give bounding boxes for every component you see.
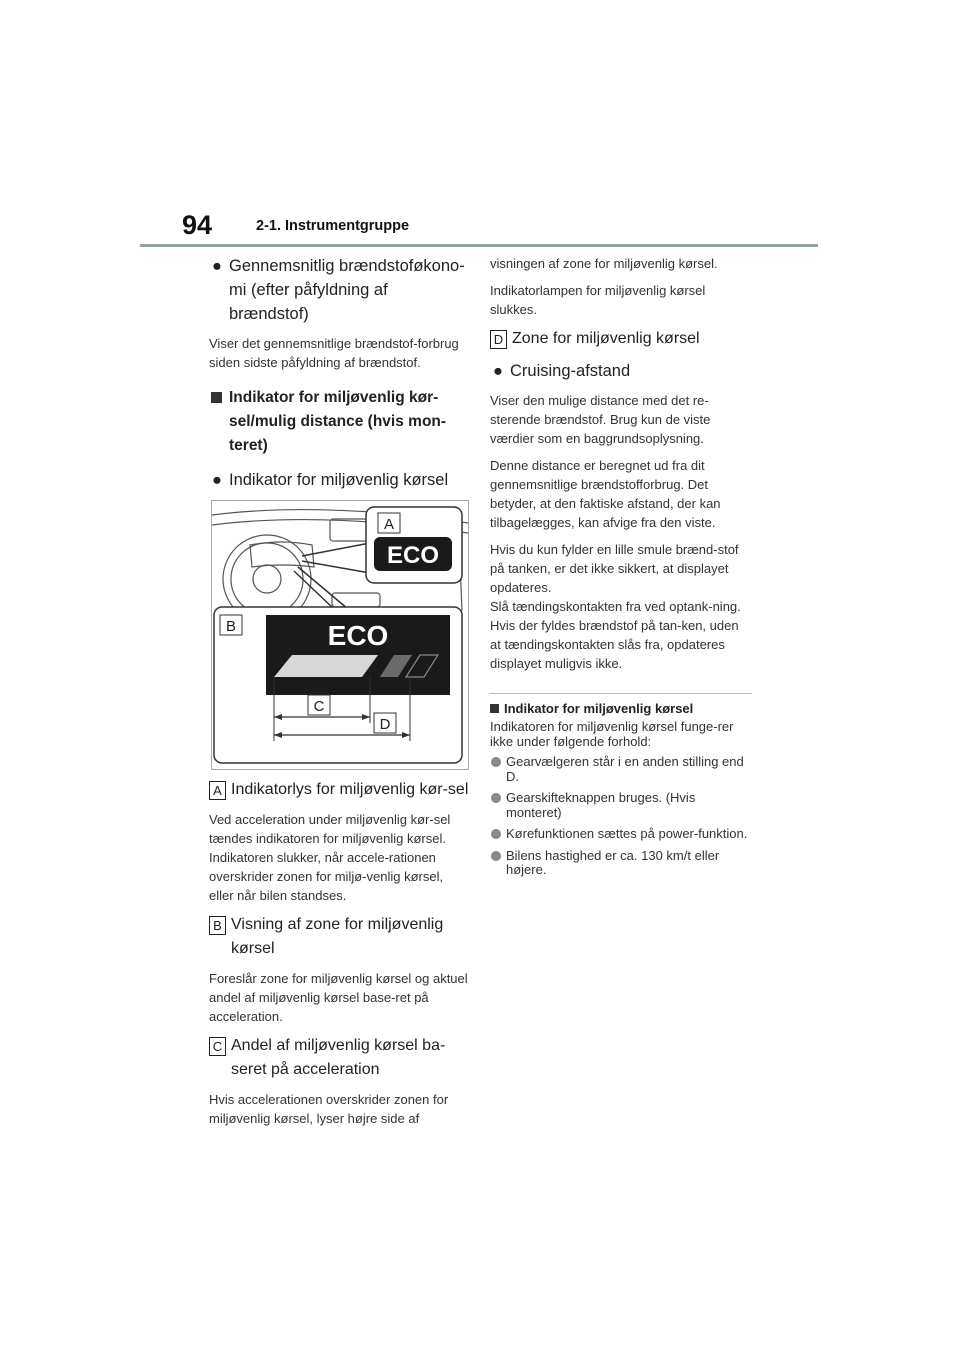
label-box-c: C [209, 1037, 226, 1056]
eco-indicator-figure [211, 500, 469, 770]
item-d: D Zone for miljøvenlig kørsel [490, 327, 752, 351]
eco-text-b: ECO [327, 620, 389, 651]
figure-label-d: D [379, 716, 391, 733]
note-item: Gearskifteknappen bruges. (Hvis monteret) [490, 791, 752, 820]
figure-label-c: C [313, 698, 325, 715]
zone-continued: visningen af zone for miljøvenlig kørsel. [490, 256, 718, 271]
label-box-a: A [209, 781, 226, 800]
note-item: Kørefunktionen sættes på power-funktion. [490, 827, 752, 842]
note-item: Bilens hastighed er ca. 130 km/t eller højere. [490, 849, 752, 878]
bullet-average-fuel: ● Gennemsnitlig brændstoføkono-mi (efter påfyldning af brændstof) [209, 254, 471, 326]
right-column [490, 254, 752, 885]
lamp-off-text: Indikatorlampen for miljøvenlig kørsel slukkes. [490, 283, 706, 317]
gray-bullet-icon [491, 793, 501, 803]
page-number: 94 [182, 210, 213, 240]
square-bullet-icon [211, 392, 222, 403]
dashboard-illustration [212, 501, 468, 769]
bullet-dot-icon: ● [493, 362, 503, 380]
bullet-dot-icon: ● [212, 257, 222, 275]
gray-bullet-icon [491, 757, 501, 767]
bullet-eco-indicator: ● Indikator for miljøvenlig kørsel [209, 468, 471, 492]
note-divider [490, 693, 752, 694]
cruising-range-text-2: Denne distance er beregnet ud fra dit gennemsnitlige brændstofforbrug. Det betyder, at den faktiske afstand, der kan tilbagelægges, kan afvige fra den viste. [490, 458, 721, 530]
item-b: B Visning af zone for miljøvenlig kørsel [209, 913, 471, 961]
note-intro: Indikatoren for miljøvenlig kørsel funge-rer ikke under følgende forhold: [490, 719, 734, 749]
figure-label-a: A [383, 516, 395, 533]
cruising-range-text-1: Viser den mulige distance med det re-sterende brændstof. Brug kun de viste værdier som en baggrundsoplysning. [490, 393, 711, 446]
left-column [209, 254, 471, 1136]
header-rule [140, 244, 818, 247]
section-title: 2-1. Instrumentgruppe [256, 218, 410, 234]
cruising-range-text-3: Hvis du kun fylder en lille smule brænd-stof på tanken, er det ikke sikkert, at displayet opdateres. [490, 542, 739, 595]
average-fuel-description: Viser det gennemsnitlige brændstof-forbrug siden sidste påfyldning af brændstof. [209, 336, 459, 370]
cruising-range-text-4: Slå tændingskontakten fra ved optank-ning. Hvis der fyldes brændstof på tan-ken, uden at tændingskontakten slås fra, opdateres displayet muligvis ikke. [490, 599, 741, 671]
gray-bullet-icon [491, 829, 501, 839]
eco-indicator-heading: Indikator for miljøvenlig kør-sel/mulig distance (hvis mon-teret) [209, 386, 471, 458]
item-a: A Indikatorlys for miljøvenlig kør-sel [209, 778, 471, 802]
item-a-description: Ved acceleration under miljøvenlig kør-sel tændes indikatoren for miljøvenlig kørsel. Indikatoren slukker, når accele-rationen overskrider zonen for miljø-venlig kørsel, eller når bilen standses. [209, 812, 451, 903]
item-b-description: Foreslår zone for miljøvenlig kørsel og aktuel andel af miljøvenlig kørsel base-ret på acceleration. [209, 971, 468, 1024]
gray-bullet-icon [491, 851, 501, 861]
bullet-cruising-range: ● Cruising-afstand [490, 359, 752, 383]
square-bullet-icon [490, 704, 499, 713]
eco-text-a: ECO [386, 542, 440, 569]
note-heading: Indikator for miljøvenlig kørsel [490, 700, 752, 718]
label-box-d: D [490, 330, 507, 349]
bullet-dot-icon: ● [212, 471, 222, 489]
note-item: Gearvælgeren står i en anden stilling end D. [490, 755, 752, 784]
figure-label-b: B [225, 618, 237, 635]
item-c: C Andel af miljøvenlig kørsel ba-seret på acceleration [209, 1034, 471, 1082]
item-c-description: Hvis accelerationen overskrider zonen for miljøvenlig kørsel, lyser højre side af [209, 1092, 449, 1126]
label-box-b: B [209, 916, 226, 935]
